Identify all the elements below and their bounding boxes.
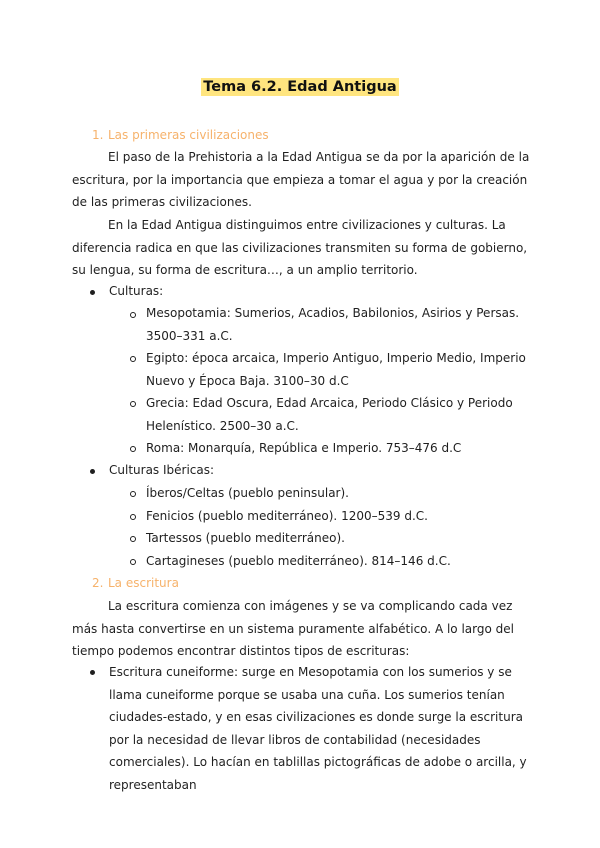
culturas-label: Culturas: — [109, 284, 164, 298]
bullet-circle-icon — [130, 356, 136, 362]
section-1-title: Las primeras civilizaciones — [108, 128, 269, 142]
cultura-item-grecia: Grecia: Edad Oscura, Edad Arcaica, Periodo Clásico y Periodo Helenístico. 2500–30 a.C. — [146, 396, 513, 433]
iberica-item-fenicios: Fenicios (pueblo mediterráneo). 1200–539 d.C. — [146, 509, 428, 523]
section-2-paragraph-1 — [72, 595, 532, 663]
paragraph-text: La escritura comienza con imágenes y se va complicando cada vez más hasta convertirse en un sistema puramente alfabético. A lo largo del tiempo podemos encontrar distintos tipos de escrituras: — [72, 599, 514, 658]
bullet-circle-icon — [130, 514, 136, 520]
section-2-title: La escritura — [108, 576, 179, 590]
bullet-circle-icon — [130, 401, 136, 407]
escritura-cuneiforme-item: Escritura cuneiforme: surge en Mesopotamia con los sumerios y se llama cuneiforme porque se usaba una cuña. Los sumerios tenían ciudades-estado, y en esas civilizaciones es donde surge la escritura por la necesidad de llevar libros de contabilidad (necesidades comerciales). Lo hacían en tablillas pictográficas de adobe o arcilla, y representaban — [109, 665, 527, 792]
section-1-heading — [92, 128, 269, 142]
bullet-circle-icon — [130, 536, 136, 542]
ibericas-label: Culturas Ibéricas: — [109, 463, 215, 477]
bullet-circle-icon — [130, 446, 136, 452]
cultura-item-mesopotamia: Mesopotamia: Sumerios, Acadios, Babilonios, Asirios y Persas. 3500–331 a.C. — [146, 306, 520, 343]
iberica-item-cartagineses: Cartagineses (pueblo mediterráneo). 814–146 d.C. — [146, 554, 451, 568]
iberica-item-iberos: Íberos/Celtas (pueblo peninsular). — [146, 486, 349, 500]
section-1-paragraph-2 — [72, 214, 532, 282]
bullet-dot-icon — [90, 670, 95, 675]
section-1-number: 1. — [92, 128, 104, 142]
bullet-dot-icon — [90, 469, 95, 474]
bullet-dot-icon — [90, 290, 95, 295]
section-1-paragraph-1 — [72, 146, 532, 214]
bullet-circle-icon — [130, 312, 136, 318]
bullet-circle-icon — [130, 491, 136, 497]
cultura-item-roma: Roma: Monarquía, República e Imperio. 753–476 d.C — [146, 441, 462, 455]
title-wrap — [0, 76, 600, 96]
paragraph-text: En la Edad Antigua distinguimos entre civilizaciones y culturas. La diferencia radica en que las civilizaciones transmiten su forma de gobierno, su lengua, su forma de escritura…, a un amplio territorio. — [72, 218, 528, 277]
cultura-item-egipto: Egipto: época arcaica, Imperio Antiguo, Imperio Medio, Imperio Nuevo y Época Baja. 3100–30 d.C — [146, 351, 526, 388]
paragraph-text: El paso de la Prehistoria a la Edad Antigua se da por la aparición de la escritura, por la importancia que empieza a tomar el agua y por la creación de las primeras civilizaciones. — [72, 150, 530, 209]
section-2-number: 2. — [92, 576, 104, 590]
section-2-heading — [92, 576, 179, 590]
iberica-item-tartessos: Tartessos (pueblo mediterráneo). — [146, 531, 345, 545]
bullet-circle-icon — [130, 559, 136, 565]
page-title: Tema 6.2. Edad Antigua — [203, 79, 397, 95]
